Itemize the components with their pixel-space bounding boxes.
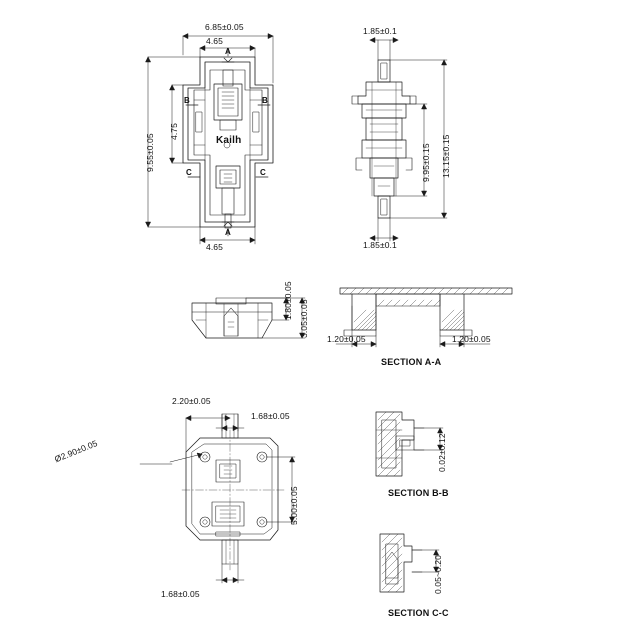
dim-side-bottom-width: 1.85±0.1 <box>363 240 397 250</box>
dim-bottom-left-offset: 2.20±0.05 <box>172 396 211 406</box>
dim-bottom-pin-spacing: 5.00±0.05 <box>289 486 299 525</box>
dim-top-overall-height: 9.55±0.05 <box>145 133 155 172</box>
dim-front-height-small: 1.80±0.05 <box>283 281 293 320</box>
dim-top-inner-width: 4.65 <box>206 36 223 46</box>
dim-front-height-total: 3.05±0.05 <box>299 299 309 338</box>
section-bb-geometry <box>376 412 424 476</box>
dim-top-stem-width: 4.65 <box>206 242 223 252</box>
section-mark-c-left: C <box>186 168 192 177</box>
section-mark-c-right: C <box>260 168 266 177</box>
dim-bottom-hole-dia: Ø2.90±0.05 <box>53 438 99 465</box>
front-view-outline <box>192 298 272 338</box>
dim-side-top-width: 1.85±0.1 <box>363 26 397 36</box>
section-bb-label: SECTION B-B <box>388 488 449 498</box>
side-view-outline <box>352 60 416 218</box>
dim-side-height-inner: 9.95±0.15 <box>421 143 431 182</box>
section-aa-geometry <box>340 288 512 336</box>
section-aa-label: SECTION A-A <box>381 357 442 367</box>
section-mark-b-left: B <box>184 96 190 105</box>
dim-cc-thickness: 0.05~0.20 <box>433 555 443 594</box>
dim-aa-right-width: 1.20±0.05 <box>452 334 491 344</box>
dim-side-height-outer: 13.15±0.15 <box>441 134 451 178</box>
dim-bottom-top-pin: 1.68±0.05 <box>251 411 290 421</box>
dim-bottom-bottom-pin: 1.68±0.05 <box>161 589 200 599</box>
section-cc-geometry <box>380 534 422 592</box>
bottom-view-outline <box>182 414 284 570</box>
dim-bb-thickness: 0.02±0.12 <box>437 433 447 472</box>
brand-label: Kailh <box>216 135 242 146</box>
section-mark-b-right: B <box>262 96 268 105</box>
section-mark-a-top: A <box>225 47 231 56</box>
side-view-dimensions <box>370 38 447 242</box>
section-mark-a-bottom: A <box>225 228 231 237</box>
top-view-dimensions <box>146 34 274 245</box>
dim-top-overall-width: 6.85±0.05 <box>205 22 244 32</box>
dim-top-inner-height: 4.75 <box>169 123 179 140</box>
section-cc-label: SECTION C-C <box>388 608 449 618</box>
front-view-dimensions <box>246 298 305 338</box>
dim-aa-left-width: 1.20±0.05 <box>327 334 366 344</box>
